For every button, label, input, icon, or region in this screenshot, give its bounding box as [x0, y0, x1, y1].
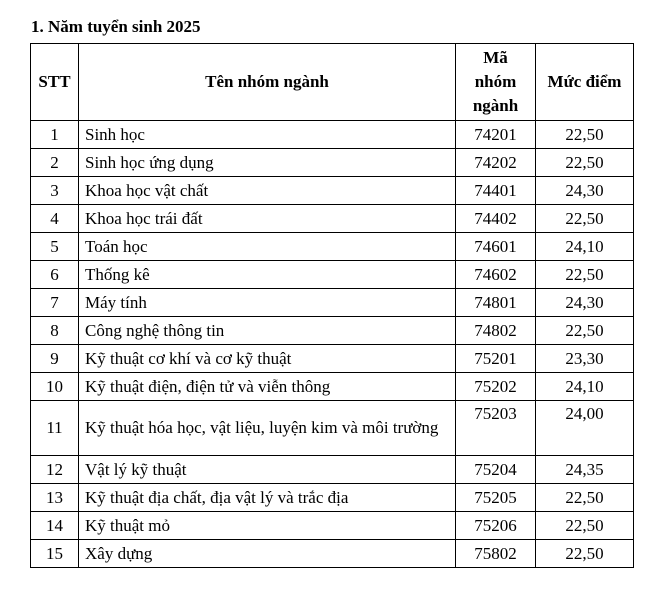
row-major-group-name: Xây dựng [79, 540, 456, 568]
row-score: 24,30 [536, 289, 634, 317]
row-score: 22,50 [536, 484, 634, 512]
table-row [31, 177, 634, 205]
row-major-group-code: 74401 [456, 177, 536, 205]
row-stt: 9 [31, 345, 79, 373]
row-score: 24,35 [536, 456, 634, 484]
row-score: 24,30 [536, 177, 634, 205]
row-score: 23,30 [536, 345, 634, 373]
row-major-group-code: 75201 [456, 345, 536, 373]
table-header-row [31, 44, 634, 121]
row-major-group-name: Kỹ thuật điện, điện tử và viễn thông [79, 373, 456, 401]
table-row [31, 345, 634, 373]
row-major-group-name: Kỹ thuật cơ khí và cơ kỹ thuật [79, 345, 456, 373]
row-major-group-code: 74602 [456, 261, 536, 289]
header-stt: STT [31, 44, 79, 121]
row-major-group-code: 75205 [456, 484, 536, 512]
header-code-line-1: Mã [483, 48, 508, 67]
table-row [31, 401, 634, 456]
row-major-group-code: 74802 [456, 317, 536, 345]
table-row [31, 540, 634, 568]
row-stt: 8 [31, 317, 79, 345]
row-stt: 10 [31, 373, 79, 401]
row-score: 24,00 [536, 401, 634, 456]
header-code-line-3: ngành [472, 96, 519, 115]
row-major-group-name: Khoa học trái đất [79, 205, 456, 233]
header-major-group-name: Tên nhóm ngành [79, 44, 456, 121]
admission-score-table [30, 43, 634, 568]
row-major-group-code: 75203 [456, 401, 536, 456]
table-row [31, 456, 634, 484]
row-score: 22,50 [536, 540, 634, 568]
row-score: 22,50 [536, 149, 634, 177]
row-stt: 14 [31, 512, 79, 540]
row-stt: 3 [31, 177, 79, 205]
table-row [31, 261, 634, 289]
row-major-group-name: Kỹ thuật hóa học, vật liệu, luyện kim và môi trường [79, 401, 456, 456]
table-row [31, 484, 634, 512]
row-major-group-name: Kỹ thuật địa chất, địa vật lý và trắc địa [79, 484, 456, 512]
table-row [31, 121, 634, 149]
row-stt: 12 [31, 456, 79, 484]
row-major-group-code: 75204 [456, 456, 536, 484]
section-heading: 1. Năm tuyển sinh 2025 [31, 17, 201, 36]
row-major-group-name: Thống kê [79, 261, 456, 289]
row-major-group-name: Sinh học ứng dụng [79, 149, 456, 177]
table-row [31, 233, 634, 261]
row-major-group-name: Sinh học [79, 121, 456, 149]
row-stt: 5 [31, 233, 79, 261]
row-stt: 11 [31, 401, 79, 456]
table-row [31, 512, 634, 540]
row-major-group-code: 75802 [456, 540, 536, 568]
row-major-group-name: Toán học [79, 233, 456, 261]
row-major-group-name: Máy tính [79, 289, 456, 317]
table-row [31, 373, 634, 401]
row-major-group-name: Khoa học vật chất [79, 177, 456, 205]
row-stt: 15 [31, 540, 79, 568]
row-stt: 7 [31, 289, 79, 317]
row-major-group-name: Vật lý kỹ thuật [79, 456, 456, 484]
row-score: 24,10 [536, 373, 634, 401]
row-stt: 4 [31, 205, 79, 233]
row-major-group-code: 75206 [456, 512, 536, 540]
header-score: Mức điểm [536, 44, 634, 121]
row-stt: 2 [31, 149, 79, 177]
table-row [31, 317, 634, 345]
row-major-group-code: 74801 [456, 289, 536, 317]
row-score: 24,10 [536, 233, 634, 261]
table-row [31, 205, 634, 233]
row-stt: 13 [31, 484, 79, 512]
row-major-group-code: 74402 [456, 205, 536, 233]
row-major-group-code: 75202 [456, 373, 536, 401]
row-score: 22,50 [536, 512, 634, 540]
row-major-group-name: Công nghệ thông tin [79, 317, 456, 345]
row-score: 22,50 [536, 261, 634, 289]
row-major-group-code: 74201 [456, 121, 536, 149]
row-stt: 1 [31, 121, 79, 149]
row-major-group-name: Kỹ thuật mỏ [79, 512, 456, 540]
row-major-group-code: 74202 [456, 149, 536, 177]
header-major-group-code [456, 44, 536, 121]
row-major-group-code: 74601 [456, 233, 536, 261]
table-row [31, 289, 634, 317]
row-score: 22,50 [536, 205, 634, 233]
row-score: 22,50 [536, 317, 634, 345]
row-score: 22,50 [536, 121, 634, 149]
row-stt: 6 [31, 261, 79, 289]
table-row [31, 149, 634, 177]
header-code-line-2: nhóm [474, 72, 517, 91]
